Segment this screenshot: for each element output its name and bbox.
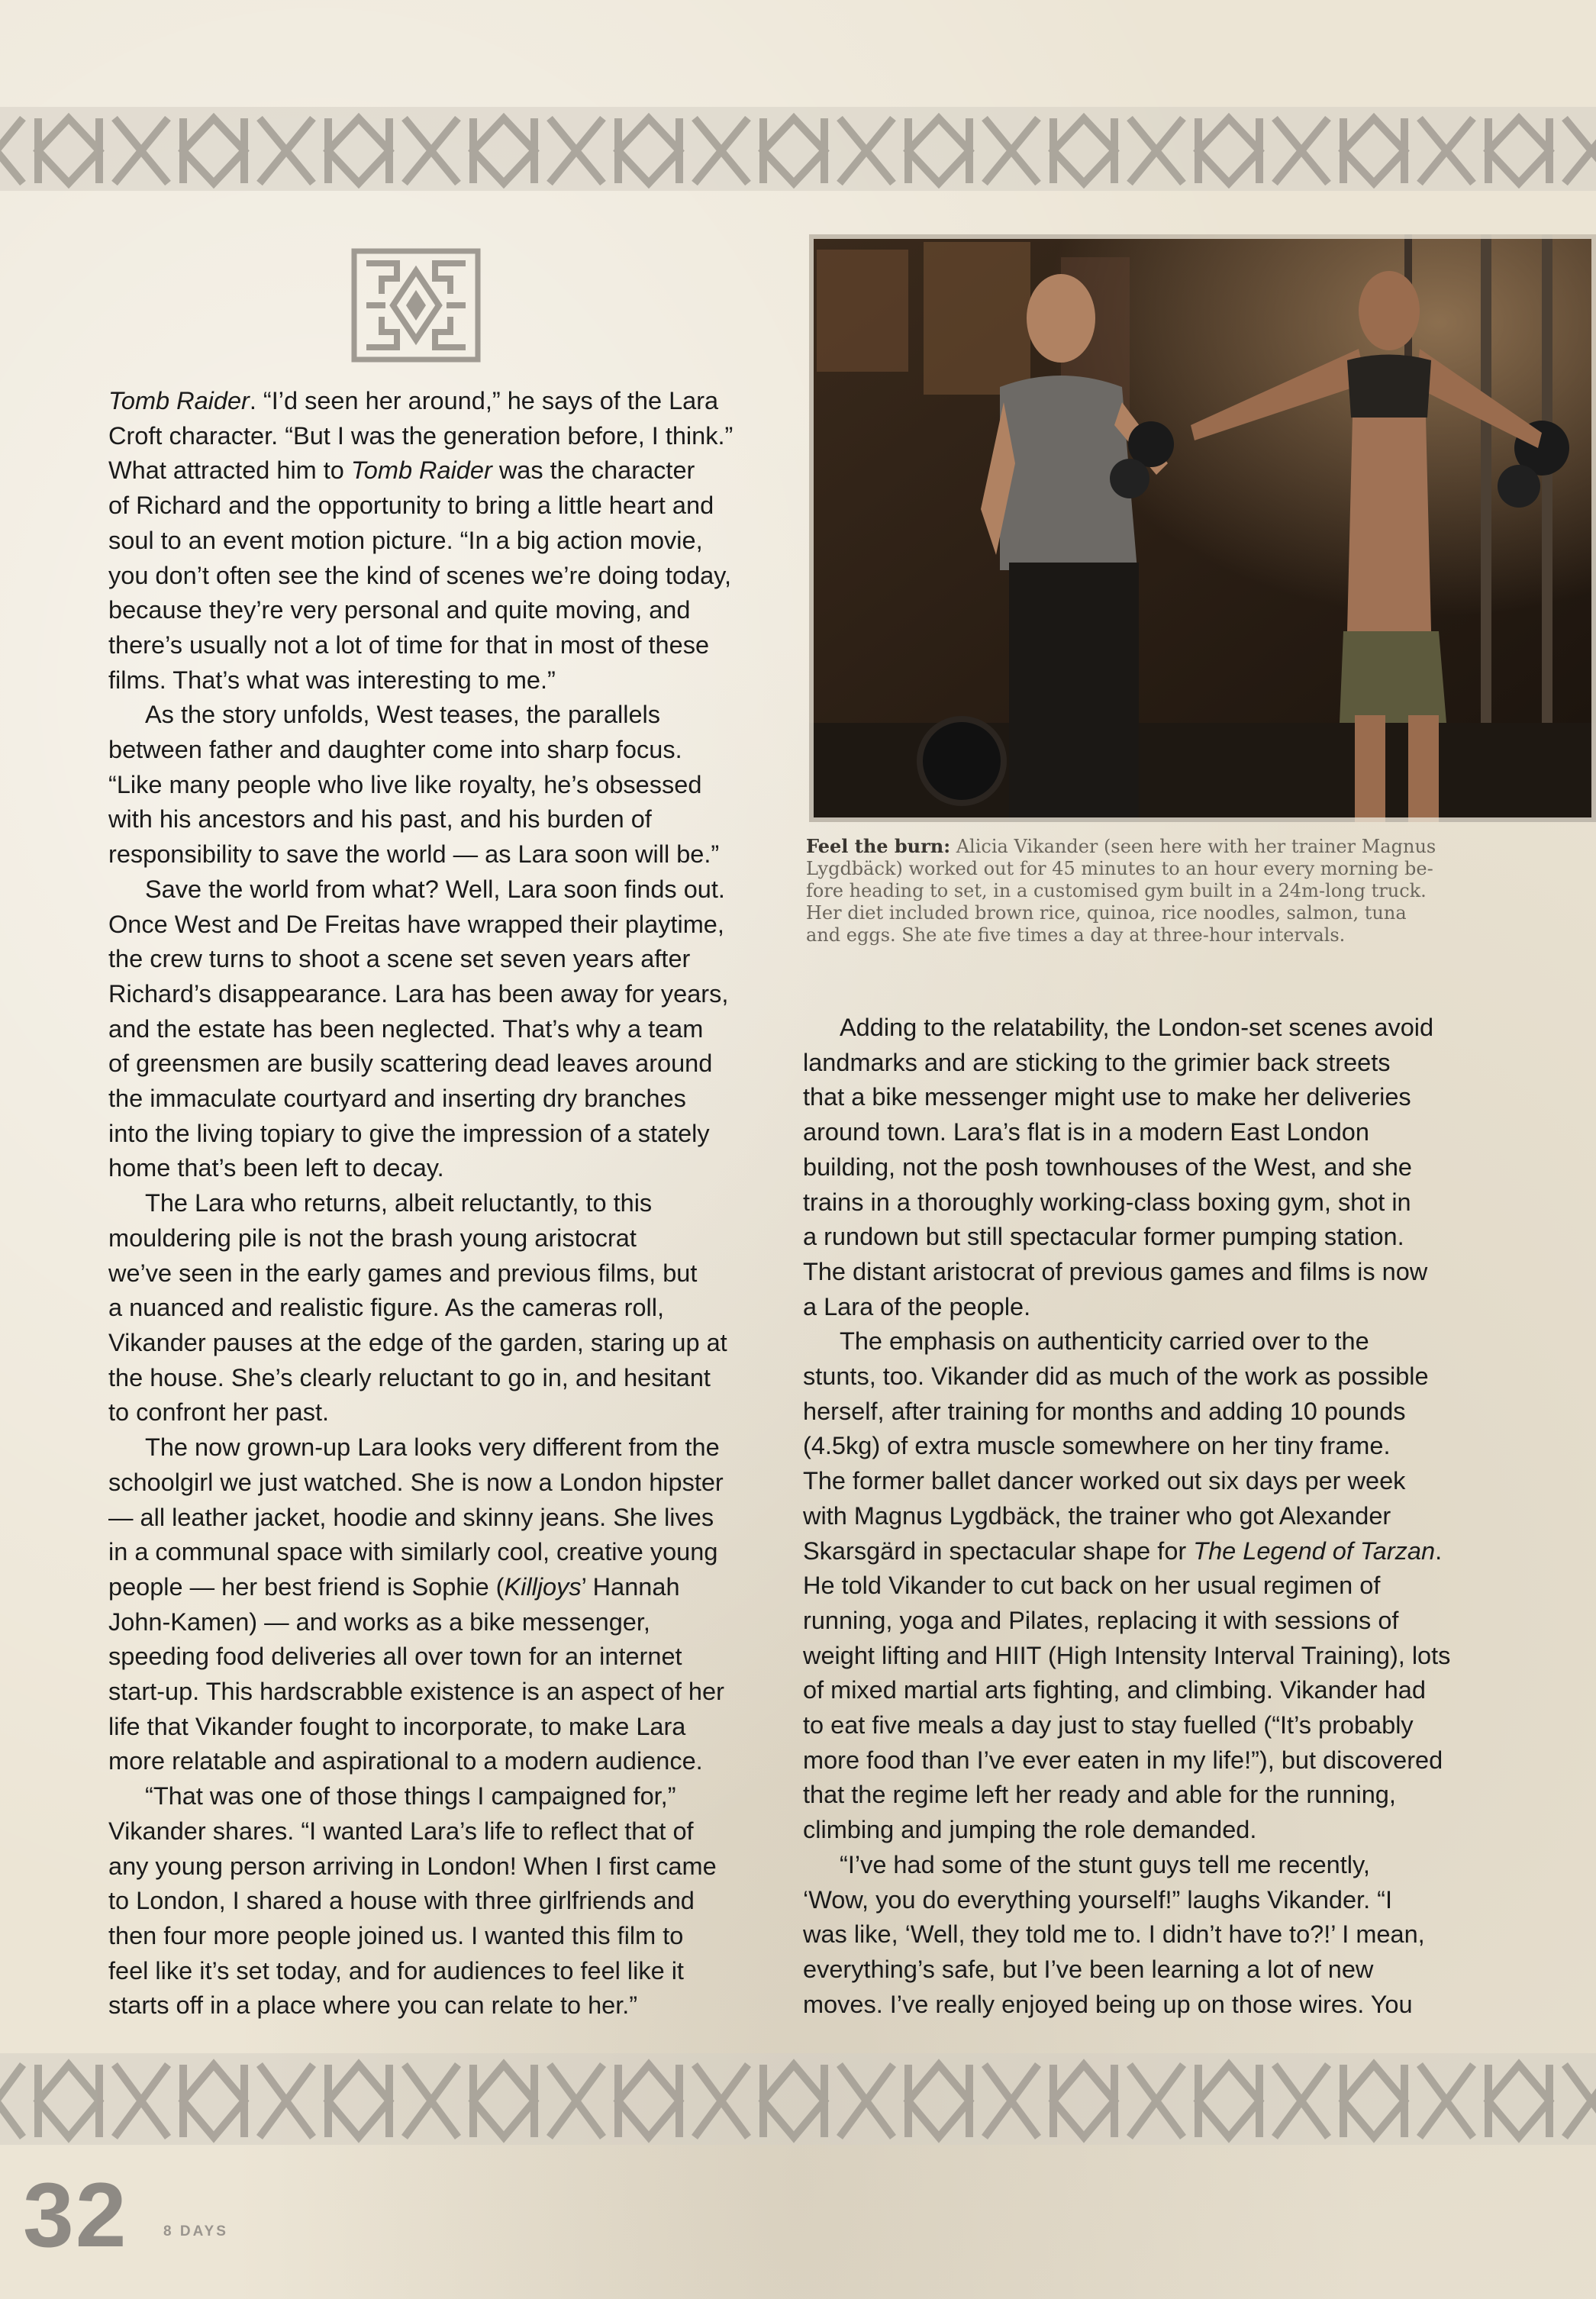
- article-line: (4.5kg) of extra muscle somewhere on her tiny frame.: [803, 1432, 1391, 1460]
- article-line: the immaculate courtyard and inserting dry branches: [108, 1085, 686, 1113]
- article-line: The distant aristocrat of previous games and films is now: [803, 1257, 1428, 1285]
- top-ornamental-border: [0, 84, 1596, 214]
- article-line: to confront her past.: [108, 1398, 330, 1427]
- article-line: with his ancestors and his past, and his burden of: [108, 805, 652, 834]
- article-line: The now grown-up Lara looks very different from the: [145, 1433, 720, 1462]
- photo-caption: [806, 835, 1478, 946]
- article-line: that the regime left her ready and able for the running,: [803, 1781, 1396, 1809]
- article-line: climbing and jumping the role demanded.: [803, 1816, 1257, 1844]
- page-number: 32: [23, 2164, 128, 2266]
- article-line: soul to an event motion picture. “In a big action movie,: [108, 526, 703, 554]
- caption-line: Feel the burn: Alicia Vikander (seen here with her trainer Magnus: [806, 835, 1436, 857]
- caption-line: fore heading to set, in a customised gym built in a 24m-long truck.: [806, 880, 1427, 901]
- caption-lead: Feel the burn:: [806, 835, 951, 857]
- article-line: was like, ‘Well, they told me to. I didn’t have to?!’ I mean,: [803, 1920, 1425, 1949]
- article-line: more food than I’ve ever eaten in my life!”), but discovered: [803, 1746, 1443, 1774]
- article-line: stunts, too. Vikander did as much of the work as possible: [803, 1362, 1429, 1391]
- article-line: a nuanced and realistic figure. As the cameras roll,: [108, 1294, 665, 1322]
- article-line: of Richard and the opportunity to bring a little heart and: [108, 492, 714, 520]
- article-line: “That was one of those things I campaigned for,”: [145, 1782, 676, 1811]
- article-line: ‘Wow, you do everything yourself!” laughs Vikander. “I: [803, 1885, 1392, 1914]
- article-line: Skarsgärd in spectacular shape for The Legend of Tarzan.: [803, 1536, 1443, 1565]
- article-line: Save the world from what? Well, Lara soon finds out.: [145, 875, 725, 903]
- left-article-column: [108, 384, 772, 2023]
- article-line: The Lara who returns, albeit reluctantly, to this: [145, 1189, 653, 1217]
- gym-photo: [809, 234, 1596, 822]
- article-line: Adding to the relatability, the London-set scenes avoid: [840, 1014, 1434, 1041]
- article-line: Tomb Raider. “I’d seen her around,” he says of the Lara: [108, 387, 719, 414]
- article-line: that a bike messenger might use to make her deliveries: [803, 1083, 1411, 1111]
- article-line: and the estate has been neglected. That’s why a team: [108, 1014, 704, 1043]
- article-line: Richard’s disappearance. Lara has been away for years,: [108, 979, 729, 1008]
- article-line: a rundown but still spectacular former pumping station.: [803, 1223, 1404, 1251]
- article-line: “I’ve had some of the stunt guys tell me recently,: [840, 1850, 1370, 1878]
- article-line: running, yoga and Pilates, replacing it with sessions of: [803, 1606, 1399, 1634]
- article-line: feel like it’s set today, and for audiences to feel like it: [108, 1956, 684, 1985]
- caption-line: Lygdbäck) worked out for 45 minutes to an hour every morning be-: [806, 858, 1433, 879]
- article-line: more relatable and aspirational to a modern audience.: [108, 1747, 703, 1775]
- article-line: Vikander shares. “I wanted Lara’s life to reflect that of: [108, 1817, 694, 1845]
- article-line: of greensmen are busily scattering dead leaves around: [108, 1050, 713, 1078]
- article-line: trains in a thoroughly working-class boxing gym, shot in: [803, 1188, 1411, 1216]
- article-line: everything’s safe, but I’ve been learning a lot of new: [803, 1955, 1374, 1983]
- article-line: around town. Lara’s flat is in a modern East London: [803, 1118, 1369, 1146]
- aztec-ornament-icon: [351, 248, 481, 363]
- article-line: landmarks and are sticking to the grimier back streets: [803, 1048, 1391, 1076]
- article-line: you don’t often see the kind of scenes we’re doing today,: [108, 561, 732, 589]
- article-line: starts off in a place where you can relate to her.”: [108, 1991, 638, 2020]
- caption-line: and eggs. She ate five times a day at three-hour intervals.: [806, 924, 1346, 946]
- article-line: herself, after training for months and adding 10 pounds: [803, 1397, 1406, 1425]
- article-line: responsibility to save the world — as Lara soon will be.”: [108, 840, 720, 869]
- article-line: into the living topiary to give the impression of a stately: [108, 1119, 710, 1147]
- article-line: home that’s been left to decay.: [108, 1154, 444, 1182]
- article-line: schoolgirl we just watched. She is now a London hipster: [108, 1468, 724, 1496]
- article-line: between father and daughter come into sharp focus.: [108, 736, 682, 764]
- article-line: speeding food deliveries all over town for an internet: [108, 1643, 682, 1671]
- article-line: then four more people joined us. I wanted this film to: [108, 1921, 684, 1949]
- article-line: people — her best friend is Sophie (Killjoys’ Hannah: [108, 1572, 680, 1601]
- article-line: in a communal space with similarly cool, creative young: [108, 1538, 718, 1566]
- article-line: a Lara of the people.: [803, 1292, 1031, 1320]
- article-line: there’s usually not a lot of time for that in most of these: [108, 630, 710, 659]
- article-line: the house. She’s clearly reluctant to go in, and hesitant: [108, 1363, 711, 1391]
- caption-line: Her diet included brown rice, quinoa, rice noodles, salmon, tuna: [806, 902, 1407, 924]
- article-line: to London, I shared a house with three girlfriends and: [108, 1887, 695, 1915]
- article-line: He told Vikander to cut back on her usual regimen of: [803, 1572, 1381, 1600]
- article-line: mouldering pile is not the brash young aristocrat: [108, 1224, 637, 1252]
- article-line: to eat five meals a day just to stay fuelled (“It’s probably: [803, 1711, 1414, 1740]
- article-line: with Magnus Lygdbäck, the trainer who got Alexander: [803, 1501, 1391, 1530]
- magazine-name: 8 DAYS: [163, 2223, 228, 2239]
- article-line: films. That’s what was interesting to me.”: [108, 666, 556, 694]
- article-line: “Like many people who live like royalty, he’s obsessed: [108, 770, 702, 798]
- article-line: any young person arriving in London! When I first came: [108, 1852, 717, 1880]
- article-line: weight lifting and HIIT (High Intensity Interval Training), lots: [803, 1641, 1451, 1669]
- article-line: because they’re very personal and quite moving, and: [108, 596, 691, 624]
- article-line: moves. I’ve really enjoyed being up on those wires. You: [803, 1990, 1413, 2018]
- right-article-column: [803, 1011, 1475, 2022]
- article-line: What attracted him to Tomb Raider was the character: [108, 456, 695, 485]
- article-line: Croft character. “But I was the generation before, I think.”: [108, 421, 734, 450]
- article-line: The former ballet dancer worked out six days per week: [803, 1467, 1406, 1495]
- article-line: — all leather jacket, hoodie and skinny jeans. She lives: [108, 1503, 714, 1531]
- article-line: life that Vikander fought to incorporate, to make Lara: [108, 1712, 686, 1740]
- article-line: Vikander pauses at the edge of the garden, staring up at: [108, 1328, 727, 1356]
- article-line: John-Kamen) — and works as a bike messenger,: [108, 1607, 650, 1636]
- article-line: building, not the posh townhouses of the West, and she: [803, 1153, 1412, 1181]
- bottom-ornamental-border: [0, 2030, 1596, 2168]
- article-line: we’ve seen in the early games and previous films, but: [108, 1259, 698, 1287]
- article-line: the crew turns to shoot a scene set seven years after: [108, 945, 691, 973]
- article-line: start-up. This hardscrabble existence is an aspect of her: [108, 1678, 724, 1706]
- article-line: of mixed martial arts fighting, and climbing. Vikander had: [803, 1676, 1426, 1704]
- article-line: The emphasis on authenticity carried over to the: [840, 1327, 1369, 1356]
- article-line: As the story unfolds, West teases, the parallels: [145, 701, 661, 729]
- article-line: Once West and De Freitas have wrapped their playtime,: [108, 910, 724, 938]
